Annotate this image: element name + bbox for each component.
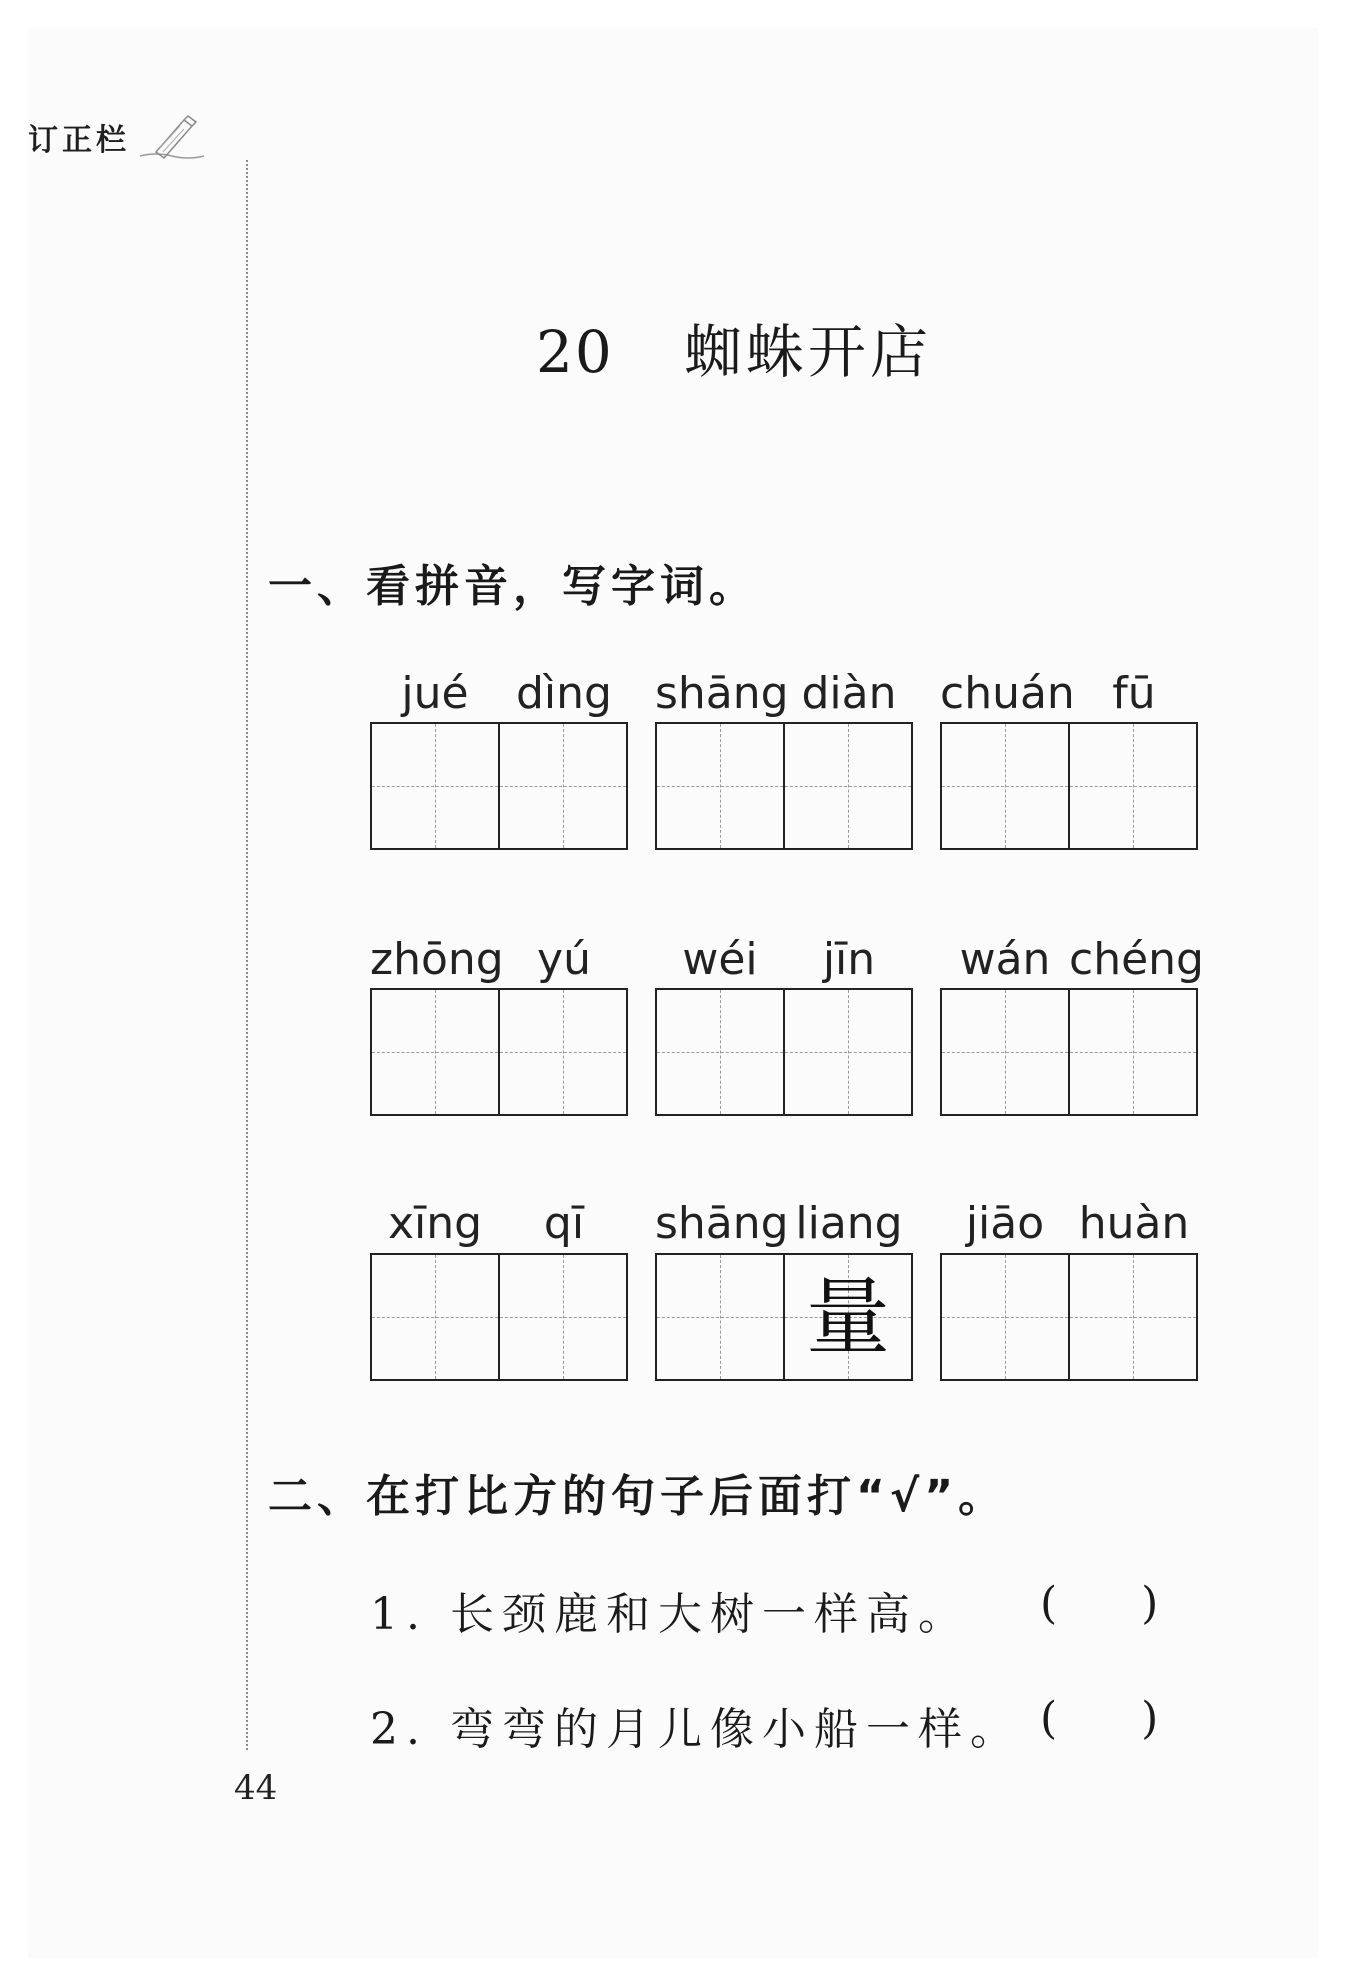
pinyin-label: qī bbox=[543, 1198, 585, 1249]
writing-cell[interactable] bbox=[372, 724, 498, 848]
pinyin-label: fū bbox=[1112, 668, 1156, 719]
writing-cell[interactable] bbox=[372, 1255, 498, 1379]
writing-cell[interactable] bbox=[942, 724, 1068, 848]
pinyin-label: dìng bbox=[516, 668, 612, 719]
section-1-heading: 一、看拼音，写字词。 bbox=[268, 561, 758, 612]
question-2-text: 2. 弯弯的月儿像小船一样。 bbox=[370, 1704, 1022, 1755]
question-1-text: 1. 长颈鹿和大树一样高。 bbox=[370, 1589, 970, 1640]
pinyin-label: jiāo bbox=[965, 1198, 1045, 1249]
writing-cell[interactable] bbox=[783, 724, 911, 848]
pinyin-label: yú bbox=[537, 934, 591, 985]
writing-cell[interactable] bbox=[942, 990, 1068, 1114]
writing-cell[interactable] bbox=[1068, 724, 1196, 848]
writing-cell[interactable] bbox=[498, 724, 626, 848]
question-1-answer-blank[interactable]: ( ) bbox=[1040, 1578, 1159, 1629]
cell-character: 量 bbox=[805, 1268, 890, 1366]
correction-column-label bbox=[28, 112, 208, 162]
pinyin-label: shāng bbox=[655, 1198, 789, 1249]
writing-cell[interactable] bbox=[657, 1255, 783, 1379]
pinyin-label: jīn bbox=[822, 934, 876, 985]
pinyin-label: zhōng bbox=[370, 934, 504, 985]
writing-cell[interactable] bbox=[498, 990, 626, 1114]
pinyin-label: wéi bbox=[682, 934, 758, 985]
word-writing-box bbox=[655, 988, 913, 1116]
pinyin-label: liang bbox=[795, 1198, 903, 1249]
writing-cell[interactable] bbox=[372, 990, 498, 1114]
word-writing-box bbox=[370, 722, 628, 850]
pencil-icon bbox=[136, 112, 208, 162]
pinyin-label: diàn bbox=[801, 668, 897, 719]
pinyin-label: shāng bbox=[655, 668, 789, 719]
margin-divider bbox=[246, 160, 248, 1750]
writing-cell[interactable] bbox=[1068, 990, 1196, 1114]
word-writing-box bbox=[655, 1253, 913, 1381]
writing-cell[interactable] bbox=[657, 990, 783, 1114]
word-writing-box bbox=[370, 1253, 628, 1381]
section-2-heading: 二、在打比方的句子后面打“√”。 bbox=[268, 1471, 1008, 1522]
word-writing-box bbox=[940, 1253, 1198, 1381]
word-writing-box bbox=[370, 988, 628, 1116]
writing-cell[interactable] bbox=[1068, 1255, 1196, 1379]
pinyin-label: chuán bbox=[940, 668, 1075, 719]
pinyin-label: jué bbox=[401, 668, 469, 719]
word-writing-box bbox=[940, 988, 1198, 1116]
writing-cell[interactable] bbox=[783, 1255, 911, 1379]
writing-cell[interactable] bbox=[498, 1255, 626, 1379]
pinyin-label: wán bbox=[959, 934, 1051, 985]
pinyin-label: huàn bbox=[1078, 1198, 1190, 1249]
word-writing-box bbox=[940, 722, 1198, 850]
word-writing-box bbox=[655, 722, 913, 850]
pinyin-label: xīng bbox=[387, 1198, 483, 1249]
lesson-title bbox=[536, 305, 932, 389]
correction-label-text: 订正栏 bbox=[28, 123, 130, 158]
lesson-name: 蜘蛛开店 bbox=[683, 318, 932, 386]
pinyin-label: chéng bbox=[1069, 934, 1204, 985]
question-2-answer-blank[interactable]: ( ) bbox=[1040, 1693, 1159, 1744]
page-number: 44 bbox=[234, 1768, 278, 1808]
lesson-number: 20 bbox=[536, 318, 614, 386]
writing-cell[interactable] bbox=[783, 990, 911, 1114]
writing-cell[interactable] bbox=[942, 1255, 1068, 1379]
writing-cell[interactable] bbox=[657, 724, 783, 848]
